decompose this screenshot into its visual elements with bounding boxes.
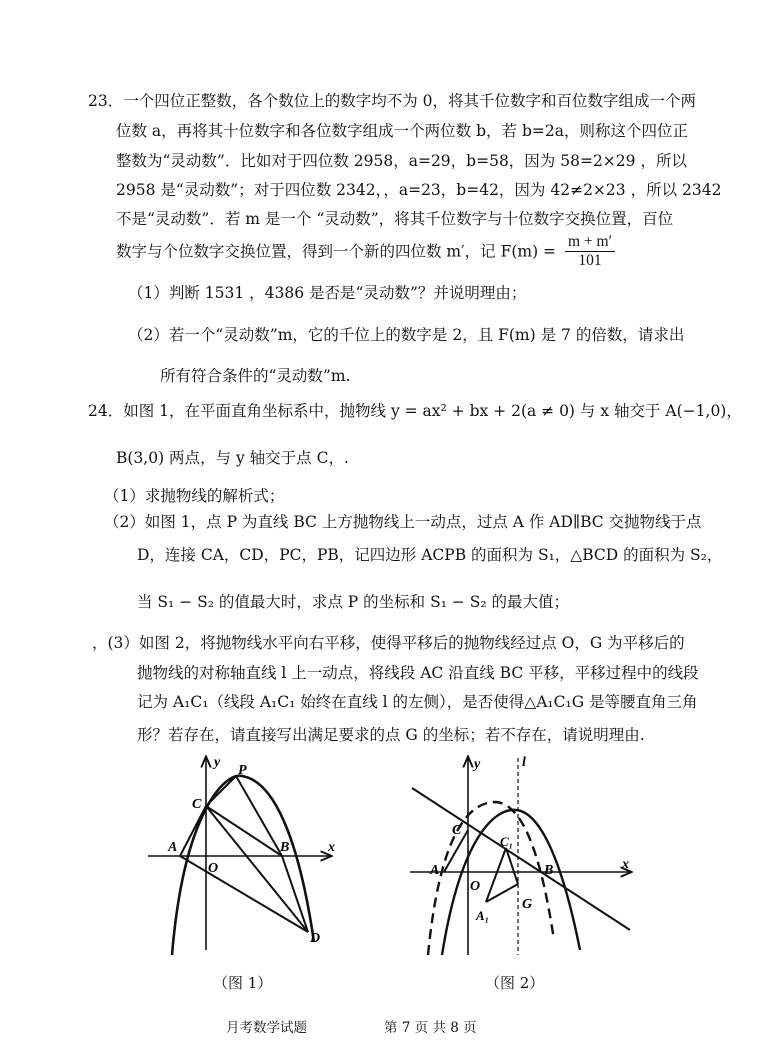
- q24-part-3b: 抛物线的对称轴直线 l 上一动点，将线段 AC 沿直线 BC 平移，平移过程中的线段: [137, 664, 699, 682]
- fig1-segment-pb: [236, 776, 282, 856]
- figure-2: [400, 750, 640, 965]
- fig2-label-y: y: [474, 757, 481, 772]
- fig1-label-o: O: [208, 861, 219, 876]
- q23-line-6-text: 数字与个位数字交换位置，得到一个新的四位数 m′，记 F(m) =: [116, 242, 557, 261]
- q23-part-2b: 所有符合条件的“灵动数”m.: [160, 367, 351, 385]
- fig1-segment-cd: [206, 806, 308, 932]
- fig2-segment-a1c1: [486, 848, 506, 902]
- fraction-denominator: 101: [578, 252, 602, 269]
- fig1-label-c: C: [192, 797, 202, 812]
- footer-subject: 月考数学试题: [226, 1020, 307, 1036]
- fig1-label-p: P: [238, 763, 247, 778]
- fig2-label-b: B: [544, 863, 554, 878]
- q24-part-3a: ，(3）如图 2，将抛物线水平向右平移，使得平移后的抛物线经过点 O，G 为平移后的: [92, 634, 685, 652]
- q23-line-1: 23．一个四位正整数，各个数位上的数字均不为 0，将其千位数字和百位数字组成一个两: [88, 92, 697, 110]
- fig2-label-c1: C₁: [500, 834, 514, 849]
- fig2-label-g: G: [522, 897, 533, 912]
- footer-page-number: 第 7 页 共 8 页: [384, 1020, 477, 1036]
- q24-line-1: 24．如图 1，在平面直角坐标系中，抛物线 y = ax² + bx + 2(a ≠ 0) 与 x 轴交于 A(−1,0)，: [88, 402, 742, 420]
- fig2-label-a: A: [430, 863, 440, 878]
- q23-line-4: 2958 是“灵动数”；对于四位数 2342，，a=23，b=42，因为 42≠2×23 ，所以 2342: [116, 181, 722, 199]
- fig1-segment-cp: [206, 776, 236, 806]
- q24-part-1: （1）求抛物线的解析式；: [104, 487, 285, 505]
- fig1-segment-ac: [180, 806, 206, 856]
- q24-part-2b: D，连接 CA，CD，PC，PB，记四边形 ACPB 的面积为 S₁，△BCD 的面积为 S₂，: [137, 546, 723, 564]
- fig1-label-x: x: [328, 840, 335, 855]
- figure-1: [130, 750, 350, 965]
- fig1-label-y: y: [214, 755, 221, 770]
- fig1-label-b: B: [280, 840, 290, 855]
- q24-part-2a: （2）如图 1，点 P 为直线 BC 上方抛物线上一动点，过点 A 作 AD∥BC 交抛物线于点: [104, 513, 702, 531]
- q23-line-2: 位数 a，再将其十位数字和各位数字组成一个两位数 b，若 b=2a，则称这个四位正: [116, 122, 688, 140]
- fig2-label-o: O: [470, 879, 481, 894]
- q23-part-2a: （2）若一个“灵动数”m，它的千位上的数字是 2，且 F(m) 是 7 的倍数，请求出: [128, 326, 685, 344]
- fig1-segment-bd: [282, 856, 308, 932]
- fig1-segment-cb: [206, 806, 282, 856]
- fig2-label-x: x: [622, 857, 629, 872]
- f-fraction: [565, 233, 615, 270]
- fig1-label-a: A: [168, 840, 178, 855]
- figure-1-caption: （图 1）: [213, 974, 273, 992]
- q24-line-2: B(3,0) 两点，与 y 轴交于点 C，.: [116, 449, 349, 467]
- q23-line-5: 不是“灵动数”．若 m 是一个 “灵动数”，将其千位数字与十位数字交换位置，百位: [116, 210, 674, 228]
- fig1-segment-ad: [180, 856, 308, 932]
- q24-part-3c: 记为 A₁C₁（线段 A₁C₁ 始终在直线 l 的左侧），是否使得△A₁C₁G 是等腰直角三角: [137, 693, 698, 711]
- fig2-label-a1: A₁: [476, 908, 490, 923]
- q24-part-3d: 形？若存在，请直接写出满足要求的点 G 的坐标；若不存在，请说明理由.: [137, 726, 645, 744]
- q23-line-6: [116, 233, 615, 270]
- q24-part-2c: 当 S₁ − S₂ 的值最大时，求点 P 的坐标和 S₁ − S₂ 的最大值；: [137, 593, 570, 611]
- q23-part-1: （1）判断 1531 ，4386 是否是“灵动数”？并说明理由；: [128, 284, 527, 302]
- figure-2-caption: （图 2）: [485, 974, 545, 992]
- fig2-shifted-parabola: [442, 810, 580, 955]
- fig2-label-l: l: [522, 755, 526, 770]
- fraction-numerator: m + m′: [565, 233, 615, 252]
- fig1-label-d: D: [310, 931, 321, 946]
- fig2-label-c: C: [452, 823, 462, 838]
- q23-line-3: 整数为“灵动数”．比如对于四位数 2958，a=29，b=58，因为 58=2×29 ，所以: [116, 152, 687, 170]
